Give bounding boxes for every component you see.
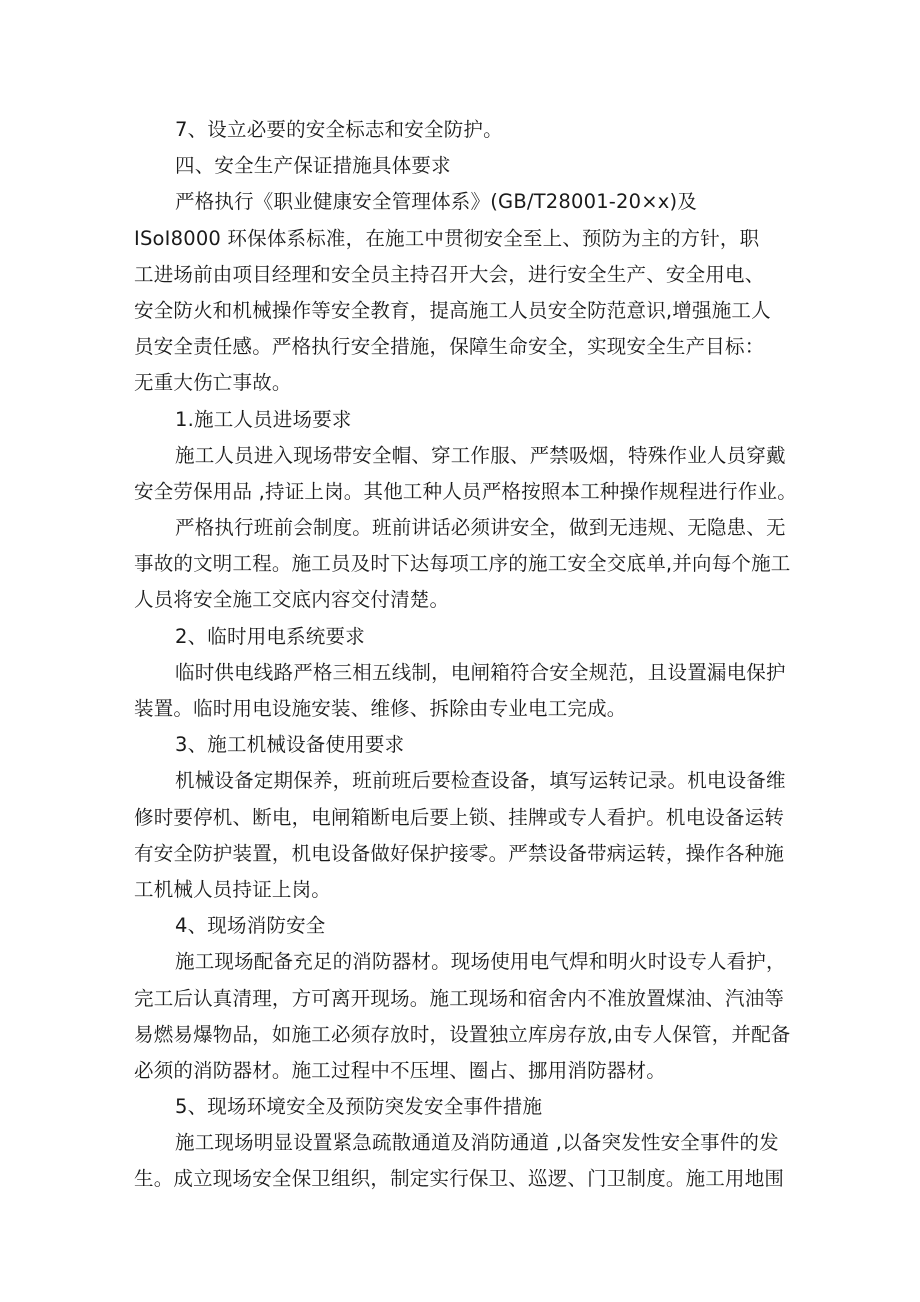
paragraph-line: 易燃易爆物品，如施工必须存放时，设置独立库房存放,由专人保管，并配备 xyxy=(134,1022,791,1046)
paragraph-line: 有安全防护装置，机电设备做好保护接零。严禁设备带病运转，操作各种施 xyxy=(134,841,785,865)
paragraph-line: ISoI8000 环保体系标准，在施工中贯彻安全至上、预防为主的方针，职 xyxy=(134,226,760,250)
paragraph-line: 施工现场明显设置紧急疏散通道及消防通道 ,以备突发性安全事件的发 xyxy=(175,1131,779,1155)
paragraph-line: 装置。临时用电设施安装、维修、拆除由专业电工完成。 xyxy=(134,697,627,720)
paragraph-line: 严格执行班前会制度。班前讲话必须讲安全，做到无违规、无隐患、无 xyxy=(175,516,786,540)
paragraph-line: 安全防火和机械操作等安全教育，提高施工人员安全防范意识,增强施工人 xyxy=(134,298,771,322)
paragraph-line: 无重大伤亡事故。 xyxy=(134,371,292,395)
paragraph-line: 临时供电线路严格三相五线制，电闸箱符合安全规范，且设置漏电保护 xyxy=(175,660,786,684)
section-heading-4: 四、安全生产保证措施具体要求 xyxy=(175,154,451,178)
subsection-heading-4: 4、现场消防安全 xyxy=(175,914,326,938)
paragraph-line: 人员将安全施工交底内容交付清楚。 xyxy=(134,588,450,612)
paragraph-line: 必须的消防器材。施工过程中不压埋、圈占、挪用消防器材。 xyxy=(134,1058,666,1082)
subsection-heading-3: 3、施工机械设备使用要求 xyxy=(175,733,405,757)
paragraph-line: 工机械人员持证上岗。 xyxy=(134,877,332,901)
subsection-heading-2: 2、临时用电系统要求 xyxy=(175,624,365,648)
subsection-heading-1: 1.施工人员进场要求 xyxy=(175,407,352,431)
paragraph-line: 修时要停机、断电，电闸箱断电后要上锁、挂牌或专人看护。机电设备运转 xyxy=(134,805,785,829)
paragraph-line: 机械设备定期保养，班前班后要检查设备，填写运转记录。机电设备维 xyxy=(175,769,786,793)
paragraph-line: 施工现场配备充足的消防器材。现场使用电气焊和明火时设专人看护， xyxy=(175,950,786,974)
paragraph-line: 完工后认真清理，方可离开现场。施工现场和宿舍内不准放置煤油、汽油等 xyxy=(134,986,785,1010)
list-item-7: 7、设立必要的安全标志和安全防护。 xyxy=(175,118,503,141)
paragraph-line: 员安全责任感。严格执行安全措施，保障生命安全，实现安全生产目标： xyxy=(134,335,765,359)
paragraph-line: 严格执行《职业健康安全管理体系》(GB/T28001-20×x)及 xyxy=(175,190,698,214)
paragraph-line: 生。成立现场安全保卫组织，制定实行保卫、巡逻、门卫制度。施工用地围 xyxy=(134,1167,785,1191)
paragraph-line: 施工人员进入现场带安全帽、穿工作服、严禁吸烟，特殊作业人员穿戴 xyxy=(175,443,786,467)
subsection-heading-5: 5、现场环境安全及预防突发安全事件措施 xyxy=(175,1095,543,1119)
document-body xyxy=(134,112,804,1198)
paragraph-line: 工进场前由项目经理和安全员主持召开大会，进行安全生产、安全用电、 xyxy=(134,262,765,286)
paragraph-line: 安全劳保用品 ,持证上岗。其他工种人员严格按照本工种操作规程进行作业。 xyxy=(134,479,797,503)
paragraph-line: 事故的文明工程。施工员及时下达每项工序的施工安全交底单,并向每个施工 xyxy=(134,552,791,576)
